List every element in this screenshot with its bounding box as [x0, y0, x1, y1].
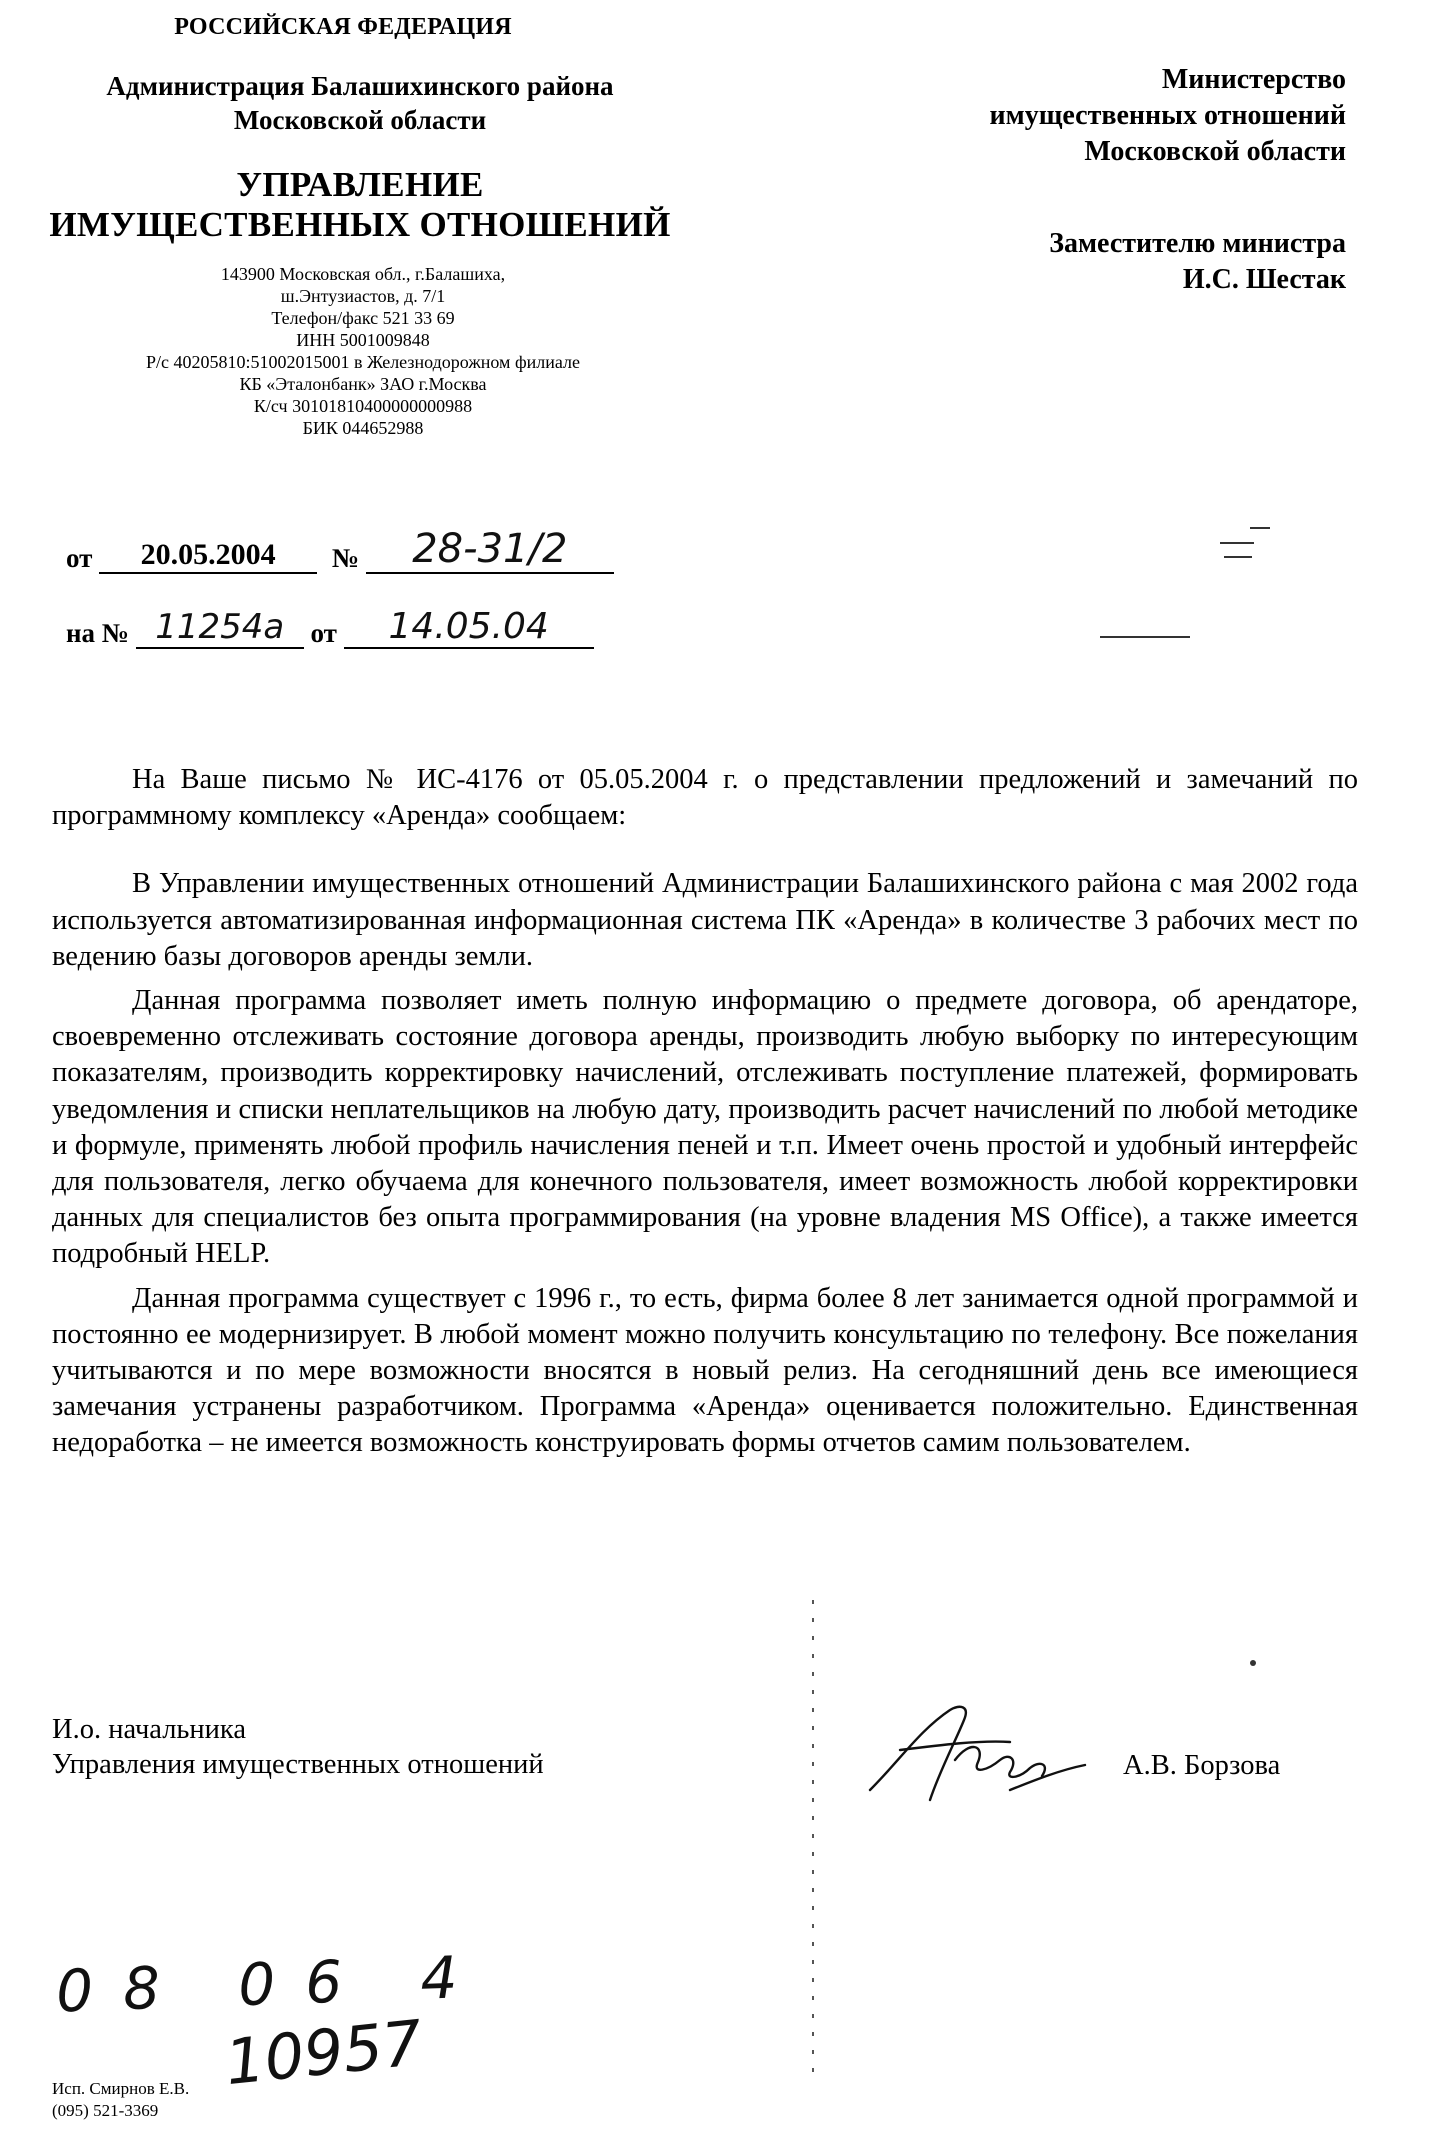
executor-phone: (095) 521-3369	[52, 2101, 159, 2120]
outgoing-number: 28-31/2	[366, 526, 614, 574]
executor-name: Исп. Смирнов Е.В.	[52, 2079, 190, 2098]
from-label: от	[66, 543, 93, 573]
inn: ИНН 5001009848	[296, 330, 430, 350]
signer-name: А.В. Борзова	[1123, 1750, 1281, 1781]
recipient-line-2: имущественных отношений	[989, 100, 1346, 131]
paragraph-4: Данная программа существует с 1996 г., то есть, фирма более 8 лет занимается одной программой и постоянно ее модернизирует. В любой момент можно получить консультацию по телефону. Все пожелания учитываются и по мере возможности вносятся в новый релиз. На сегодняшний день все имеющиеся замечания устранены разработчиком. Программа «Аренда» оценивается положительно. Единственная недоработка – не имеется возможность конструировать формы отчетов самим пользователем.	[52, 1282, 1358, 1459]
sender-details	[46, 263, 680, 439]
incoming-registration	[66, 606, 594, 649]
scan-artifact	[1250, 1660, 1256, 1666]
phone-fax: Телефон/факс 521 33 69	[271, 308, 455, 328]
handwritten-signature	[860, 1690, 1090, 1820]
corr-account: К/сч 30101810400000000988	[253, 396, 473, 416]
scan-artifact	[1220, 542, 1254, 544]
signer-role: И.о. начальника Управления имущественных отношений	[52, 1714, 544, 1780]
scan-artifact	[812, 1600, 814, 2080]
handwritten-number: 10957	[221, 2005, 426, 2100]
bank-account: Р/с 40205810:51002015001 в Железнодорожном филиале	[146, 352, 580, 372]
paragraph-1: На Ваше письмо № ИС-4176 от 05.05.2004 г. о представлении предложений и замечаний по программному комплексу «Аренда» сообщаем:	[52, 764, 1358, 832]
recipient-line-3: Московской области	[1084, 136, 1346, 167]
paragraph-2: В Управлении имущественных отношений Администрации Балашихинского района с мая 2002 года используется автоматизированная информационная система ПК «Аренда» в количестве 3 рабочих мест по ведению базы договоров аренды земли.	[52, 868, 1358, 972]
address-line-1: 143900 Московская обл., г.Балашиха,	[220, 264, 506, 284]
recipient-header	[860, 62, 1346, 298]
outgoing-registration	[66, 526, 614, 574]
scan-artifact	[1100, 636, 1190, 638]
recipient-deputy: Заместителю министра И.С. Шестак	[1049, 228, 1346, 295]
reply-date: 14.05.04	[344, 606, 594, 649]
department-name: УПРАВЛЕНИЕ ИМУЩЕСТВЕННЫХ ОТНОШЕНИЙ	[49, 165, 671, 244]
sender-header	[40, 14, 680, 439]
number-label: №	[331, 543, 360, 573]
address-line-2: ш.Энтузиастов, д. 7/1	[280, 286, 446, 306]
country-title: РОССИЙСКАЯ ФЕДЕРАЦИЯ	[174, 14, 512, 40]
reply-from-label: от	[310, 618, 337, 648]
administration-name: Администрация Балашихинского района Московской области	[106, 71, 614, 135]
outgoing-date: 20.05.2004	[99, 538, 317, 574]
reply-number: 11254а	[136, 607, 304, 649]
paragraph-3: Данная программа позволяет иметь полную информацию о предмете договора, об арендаторе, своевременно отслеживать состояние договора аренды, производить любую выборку по интересующим показателям, производить корректировку начислений, отслеживать поступление платежей, формировать уведомления и списки неплательщиков на любую дату, производить расчет начислений по любой методике и формуле, применять любой профиль начисления пеней и т.п. Имеет очень простой и удобный интерфейс для пользователя, легко обучаема для конечного пользователя, имеет возможность любой корректировки данных для специалистов без опыта программирования (на уровне владения MS Office), а также имеется подробный HELP.	[52, 985, 1358, 1270]
handwritten-date: 08 06 4	[54, 1942, 489, 2026]
reply-label: на №	[66, 618, 129, 648]
bank-name: КБ «Эталонбанк» ЗАО г.Москва	[239, 374, 487, 394]
letter-body	[52, 762, 1358, 1462]
recipient-line-1: Министерство	[1161, 64, 1346, 95]
bik: БИК 044652988	[302, 418, 424, 438]
executor-info	[52, 2078, 189, 2122]
scan-artifact	[1224, 556, 1252, 558]
scan-artifact	[1250, 527, 1270, 529]
